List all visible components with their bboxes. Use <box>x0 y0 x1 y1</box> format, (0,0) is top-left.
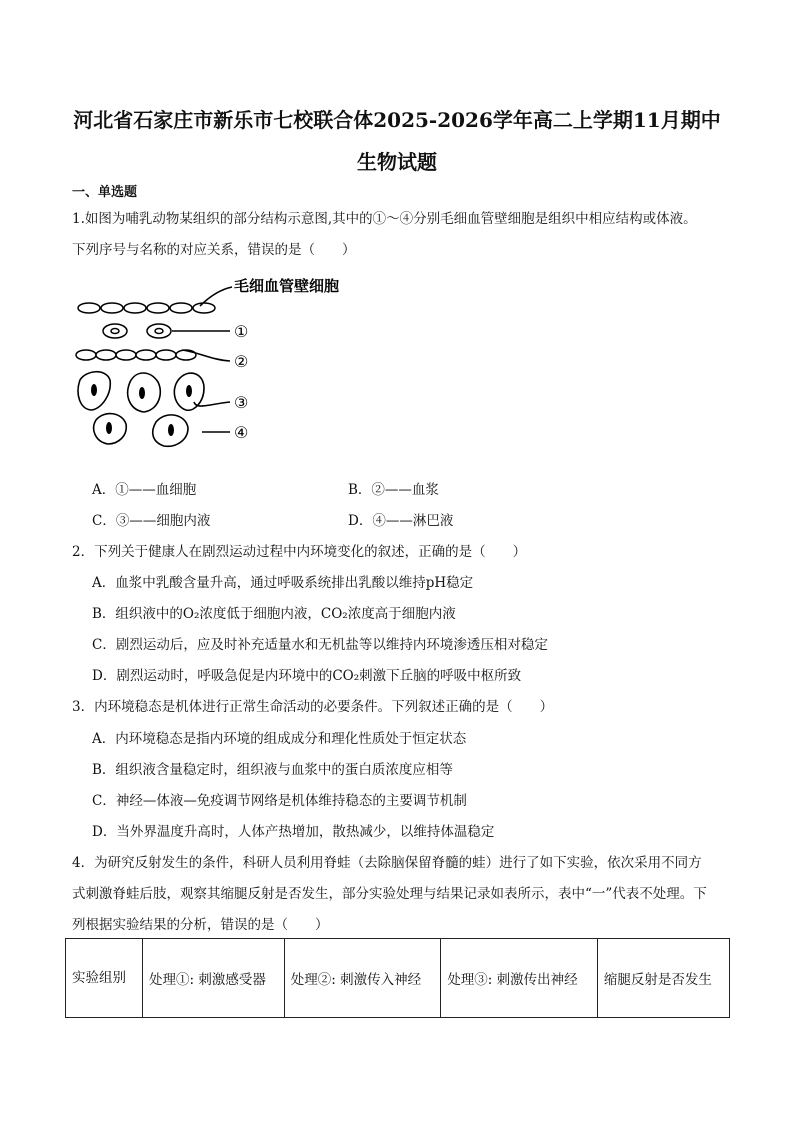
q1-option-c: C．③——细胞内液 <box>92 513 211 529</box>
q1-stem-line1: 1.如图为哺乳动物某组织的部分结构示意图,其中的①～④分别毛细血管壁细胞是组织中相应结构或体液。 <box>72 211 697 227</box>
q3-option-a: A．内环境稳态是指内环境的组成成分和理化性质处于恒定状态 <box>92 731 467 747</box>
label-capillary-wall: 毛细血管壁细胞 <box>234 277 340 295</box>
q2-option-b: B．组织液中的O₂浓度低于细胞内液，CO₂浓度高于细胞内液 <box>92 606 456 622</box>
q2-option-a: A．血浆中乳酸含量升高，通过呼吸系统排出乳酸以维持pH稳定 <box>92 575 474 591</box>
q3-option-b: B．组织液含量稳定时，组织液与血浆中的蛋白质浓度应相等 <box>92 762 453 778</box>
q4-stem-line2: 式刺激脊蛙后肢，观察其缩腿反射是否发生，部分实验处理与结果记录如表所示，表中“一”代表不处理。下 <box>72 886 707 902</box>
table-header-cell: 处理③: 刺激传出神经 <box>441 939 598 1018</box>
page-title-line1: 河北省石家庄市新乐市七校联合体2025-2026学年高二上学期11月期中 <box>73 108 721 132</box>
q4-stem-line1: 4．为研究反射发生的条件，科研人员利用脊蛙（去除脑保留脊髓的蛙）进行了如下实验，依次采用不同方 <box>72 855 702 871</box>
q2-option-c: C．剧烈运动后，应及时补充适量水和无机盐等以维持内环境渗透压相对稳定 <box>92 637 548 653</box>
label-3: ③ <box>234 393 249 412</box>
table-header-row <box>66 939 730 1018</box>
label-4: ④ <box>234 423 249 442</box>
q1-stem-line2: 下列序号与名称的对应关系，错误的是（ ） <box>72 242 356 258</box>
q3-stem: 3．内环境稳态是机体进行正常生命活动的必要条件。下列叙述正确的是（ ） <box>72 699 554 715</box>
label-1: ① <box>234 322 249 341</box>
table-header-cell: 实验组别 <box>66 939 143 1018</box>
q1-option-a: A．①——血细胞 <box>92 482 197 498</box>
q2-stem: 2．下列关于健康人在剧烈运动过程中内环境变化的叙述，正确的是（ ） <box>72 544 527 560</box>
table-header-cell: 处理①: 刺激感受器 <box>143 939 285 1018</box>
page-title-line2: 生物试题 <box>357 150 437 174</box>
experiment-table <box>65 938 730 1018</box>
capillary-wall-bottom <box>76 350 196 360</box>
table-header-cell: 缩腿反射是否发生 <box>597 939 729 1018</box>
q3-option-d: D．当外界温度升高时，人体产热增加，散热减少，以维持体温稳定 <box>92 824 495 840</box>
table-header-cell: 处理②: 刺激传入神经 <box>284 939 441 1018</box>
blood-cells <box>103 324 171 338</box>
section-heading: 一、单选题 <box>72 185 138 200</box>
q3-option-c: C．神经—体液—免疫调节网络是机体维持稳态的主要调节机制 <box>92 793 467 809</box>
capillary-wall-top <box>78 303 215 313</box>
q4-stem-line3: 列根据实验结果的分析，错误的是（ ） <box>72 917 329 933</box>
tissue-diagram <box>72 270 372 456</box>
tissue-cells <box>78 372 204 447</box>
q2-option-d: D．剧烈运动时，呼吸急促是内环境中的CO₂刺激下丘脑的呼吸中枢所致 <box>92 668 522 684</box>
q1-option-b: B．②——血浆 <box>348 482 439 498</box>
q1-option-d: D．④——淋巴液 <box>348 513 454 529</box>
label-2: ② <box>234 352 249 371</box>
